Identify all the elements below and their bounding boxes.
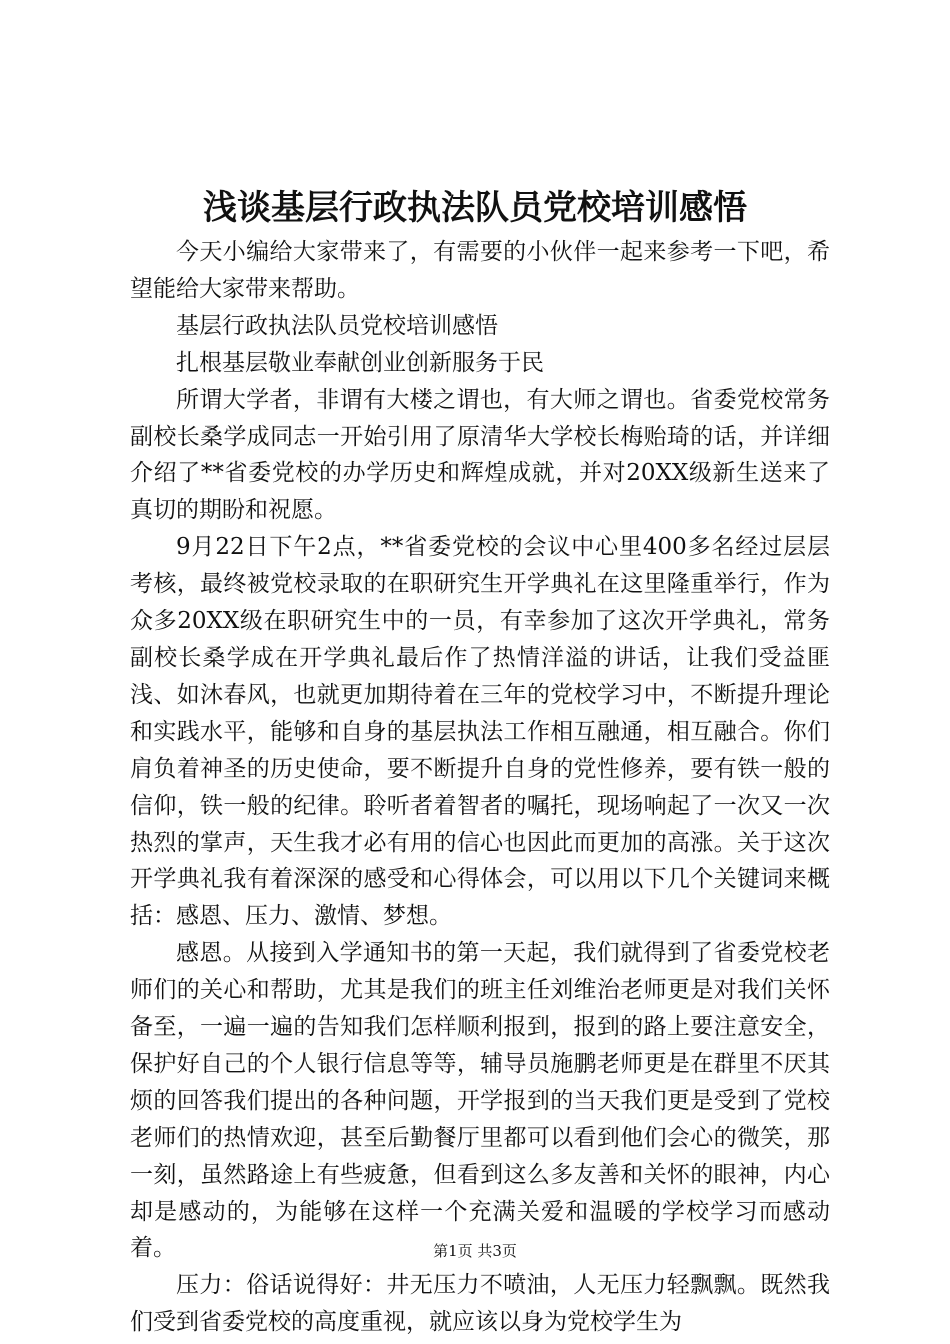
paragraph-gratitude: 感恩。从接到入学通知书的第一天起，我们就得到了省委党校老师们的关心和帮助，尤其是我们的班主任刘维治老师更是对我们关怀备至，一遍一遍的告知我们怎样顺利报到，报到的路上要注意安全，保护好自己的个人银行信息等等，辅导员施鹏老师更是在群里不厌其烦的回答我们提出的各种问题，开学报到的当天我们更是受到了党校老师们的热情欢迎，甚至后勤餐厅里都可以看到他们会心的微笑，那一刻，虽然路途上有些疲惫，但看到这么多友善和关怀的眼神，内心却是感动的，为能够在这样一个充满关爱和温暖的学校学习而感动着。: [130, 940, 830, 1262]
paragraph-slogan: 扎根基层敬业奉献创业创新服务于民: [176, 349, 544, 376]
paragraph-university-quote: 所谓大学者，非谓有大楼之谓也，有大师之谓也。省委党校常务副校长桑学成同志一开始引用了原清华大学校长梅贻琦的话，并详细介绍了**省委党校的办学历史和辉煌成就，并对20XX级新生送来了真切的期盼和祝愿。: [130, 386, 830, 524]
paragraph-pressure: 压力：俗话说得好：井无压力不喷油，人无压力轻飘飘。既然我们受到省委党校的高度重视，就应该以身为党校学生为: [130, 1272, 830, 1336]
page-footer: 第1页 共3页: [433, 1242, 517, 1260]
document-title: 浅谈基层行政执法队员党校培训感悟: [203, 188, 747, 228]
document-body: [130, 234, 830, 1341]
paragraph-opening-ceremony: 9月22日下午2点，**省委党校的会议中心里400多名经过层层考核，最终被党校录取的在职研究生开学典礼在这里隆重举行，作为众多20XX级在职研究生中的一员，有幸参加了这次开学典礼，常务副校长桑学成在开学典礼最后作了热情洋溢的讲话，让我们受益匪浅、如沐春风，也就更加期待着在三年的党校学习中，不断提升理论和实践水平，能够和自身的基层执法工作相互融通，相互融合。你们肩负着神圣的历史使命，要不断提升自身的党性修养，要有铁一般的信仰，铁一般的纪律。聆听者着智者的嘱托，现场响起了一次又一次热烈的掌声，天生我才必有用的信心也因此而更加的高涨。关于这次开学典礼我有着深深的感受和心得体会，可以用以下几个关键词来概括：感恩、压力、激情、梦想。: [130, 534, 830, 930]
paragraph-subtitle: 基层行政执法队员党校培训感悟: [176, 312, 498, 339]
paragraph-intro: 今天小编给大家带来了，有需要的小伙伴一起来参考一下吧，希望能给大家带来帮助。: [130, 239, 830, 302]
